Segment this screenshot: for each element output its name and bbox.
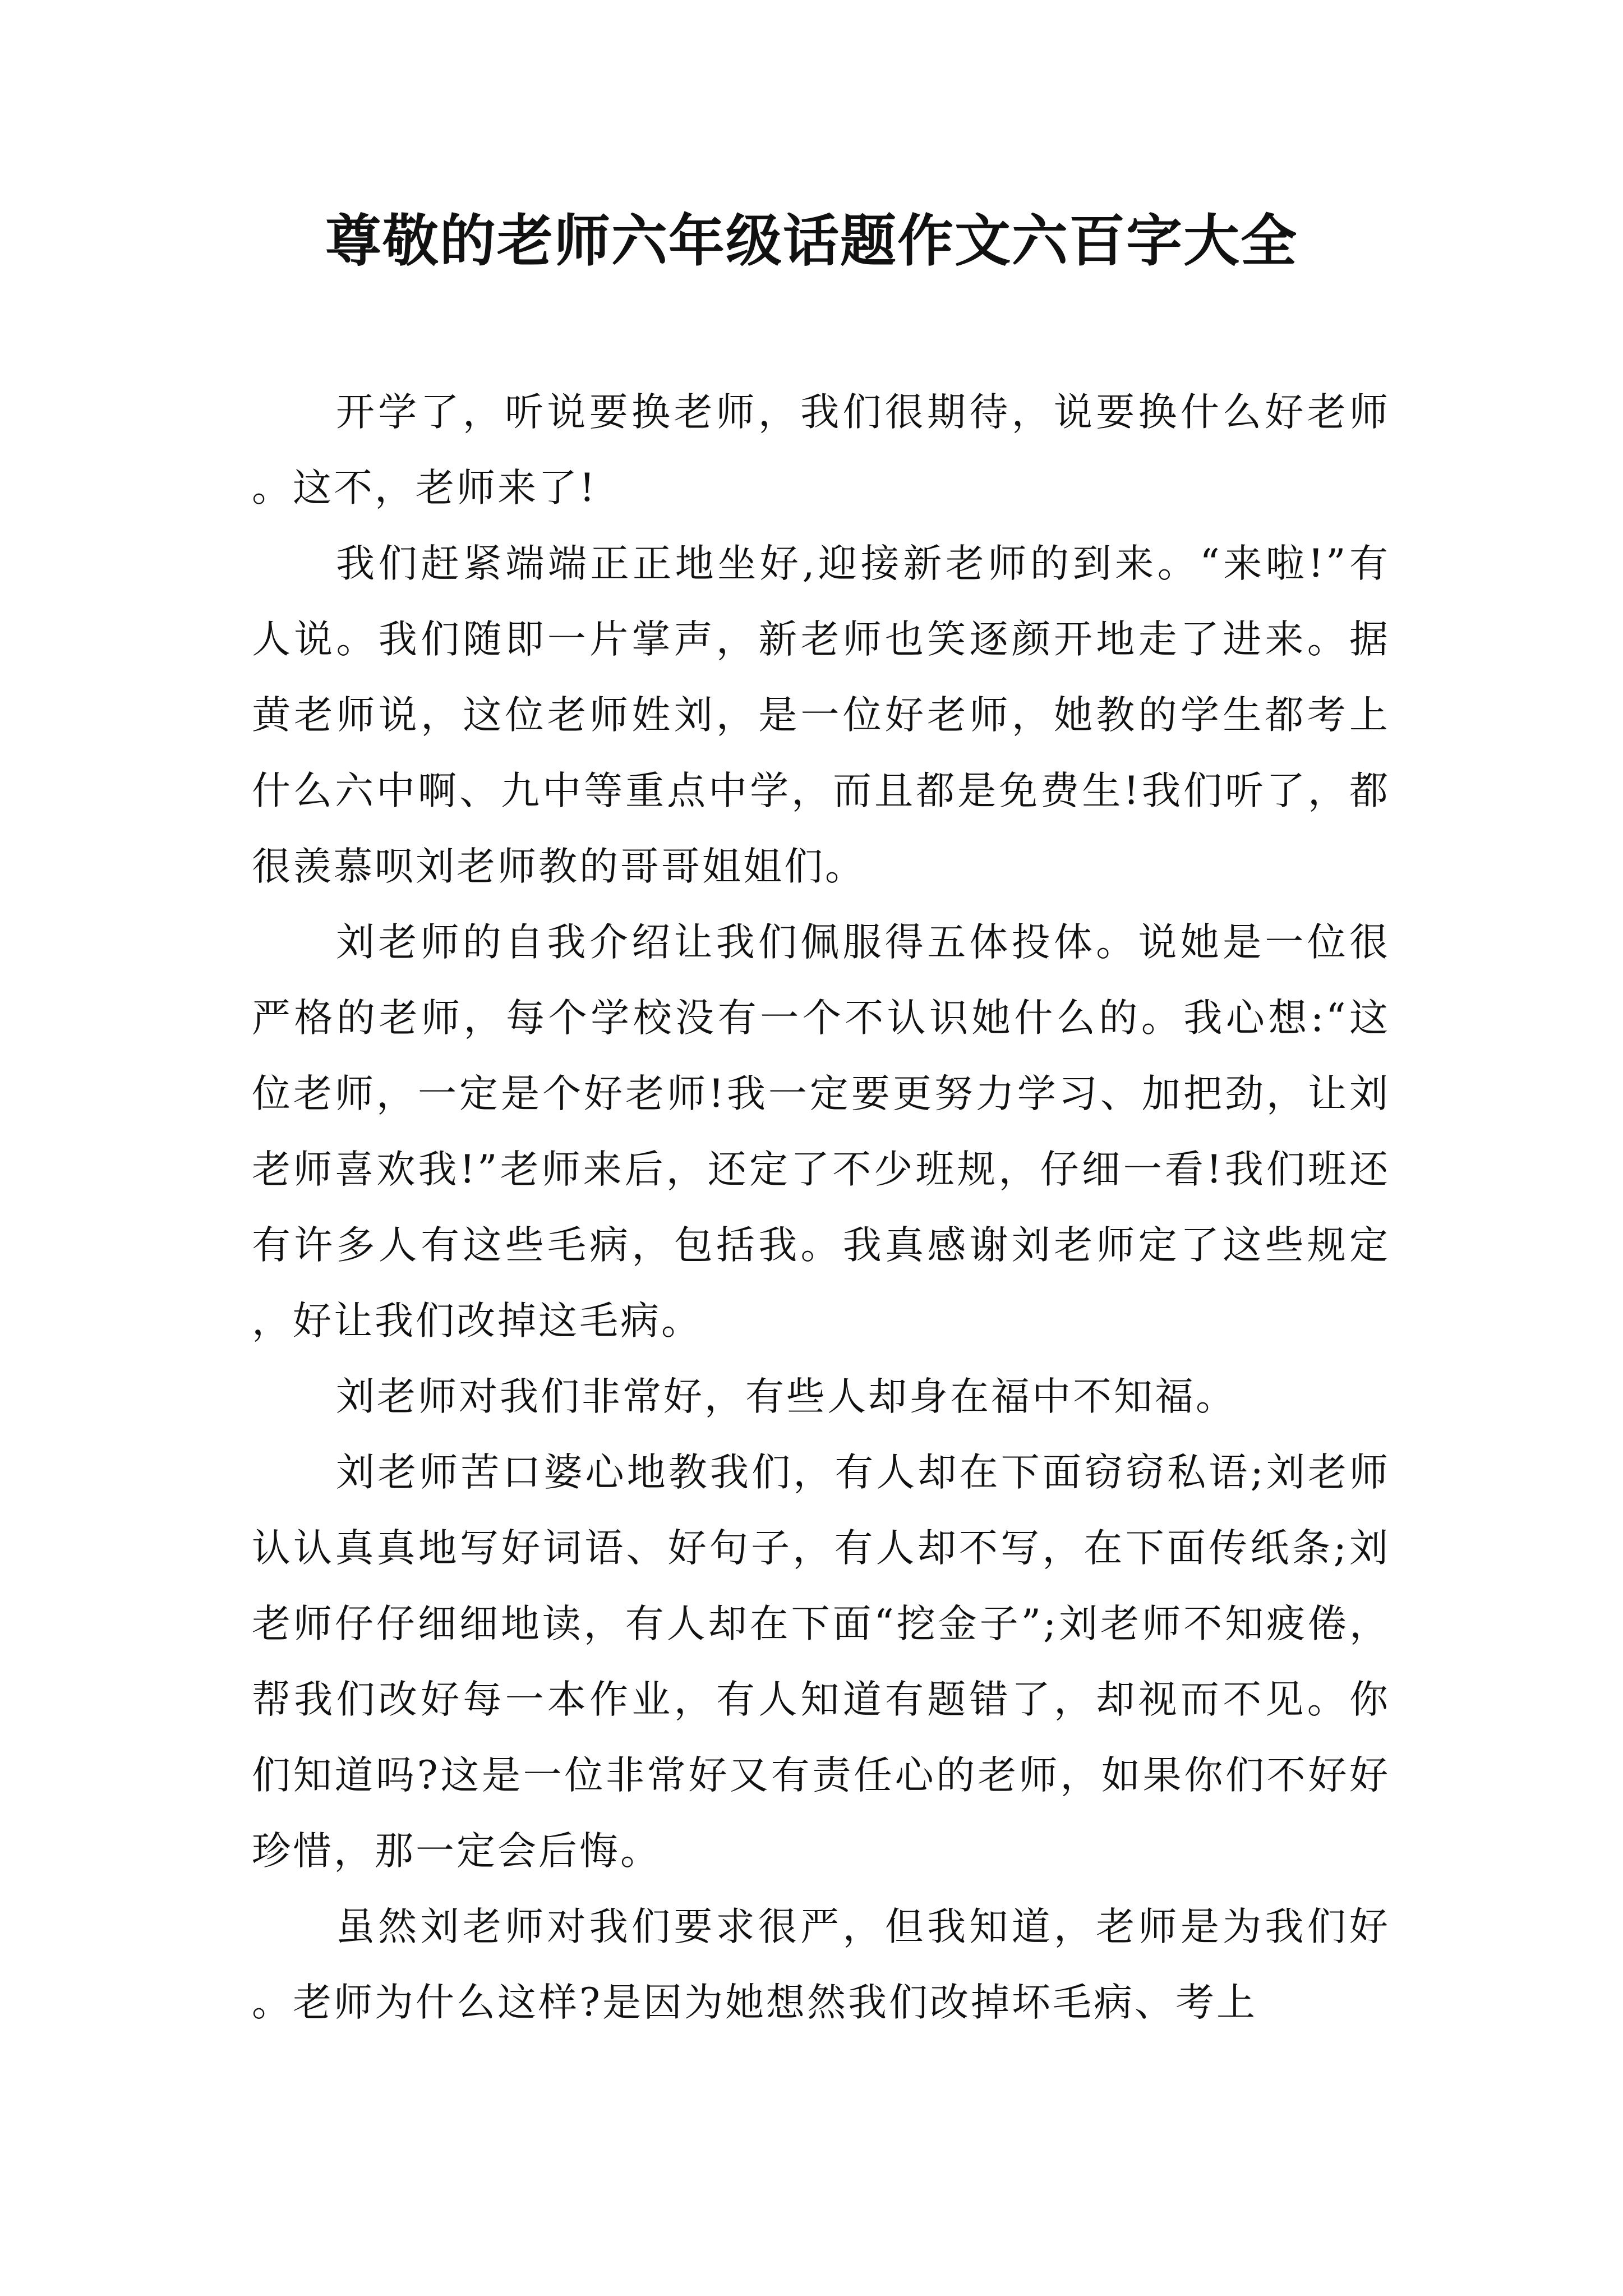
paragraph: 开学了，听说要换老师，我们很期待，说要换什么好老师。这不，老师来了! xyxy=(252,390,1390,510)
paragraph: 我们赶紧端端正正地坐好,迎接新老师的到来。“来啦!”有人说。我们随即一片掌声，新老师也笑逐颜开地走了进来。据黄老师说，这位老师姓刘，是一位好老师，她教的学生都考上什么六中啊、九中等重点中学，而且都是免费生!我们听了，都很羡慕呗刘老师教的哥哥姐姐们。 xyxy=(252,541,1390,889)
document-body xyxy=(252,375,1390,2041)
paragraph: 刘老师的自我介绍让我们佩服得五体投体。说她是一位很严格的老师，每个学校没有一个不认识她什么的。我心想:“这位老师，一定是个好老师!我一定要更努力学习、加把劲，让刘老师喜欢我!”老师来后，还定了不少班规，仔细一看!我们班还有许多人有这些毛病，包括我。我真感谢刘老师定了这些规定，好让我们改掉这毛病。 xyxy=(252,920,1390,1343)
paragraph: 虽然刘老师对我们要求很严，但我知道，老师是为我们好。老师为什么这样?是因为她想然我们改掉坏毛病、考上 xyxy=(252,1904,1390,2025)
paragraph: 刘老师苦口婆心地教我们，有人却在下面窃窃私语;刘老师认认真真地写好词语、好句子，有人却不写，在下面传纸条;刘老师仔仔细细地读，有人却在下面“挖金子”;刘老师不知疲倦，帮我们改好每一本作业，有人知道有题错了，却视而不见。你们知道吗?这是一位非常好又有责任心的老师，如果你们不好好珍惜，那一定会后悔。 xyxy=(252,1450,1390,1874)
paragraph: 刘老师对我们非常好，有些人却身在福中不知福。 xyxy=(336,1374,1237,1419)
document-title: 尊敬的老师六年级话题作文六百字大全 xyxy=(325,208,1298,274)
